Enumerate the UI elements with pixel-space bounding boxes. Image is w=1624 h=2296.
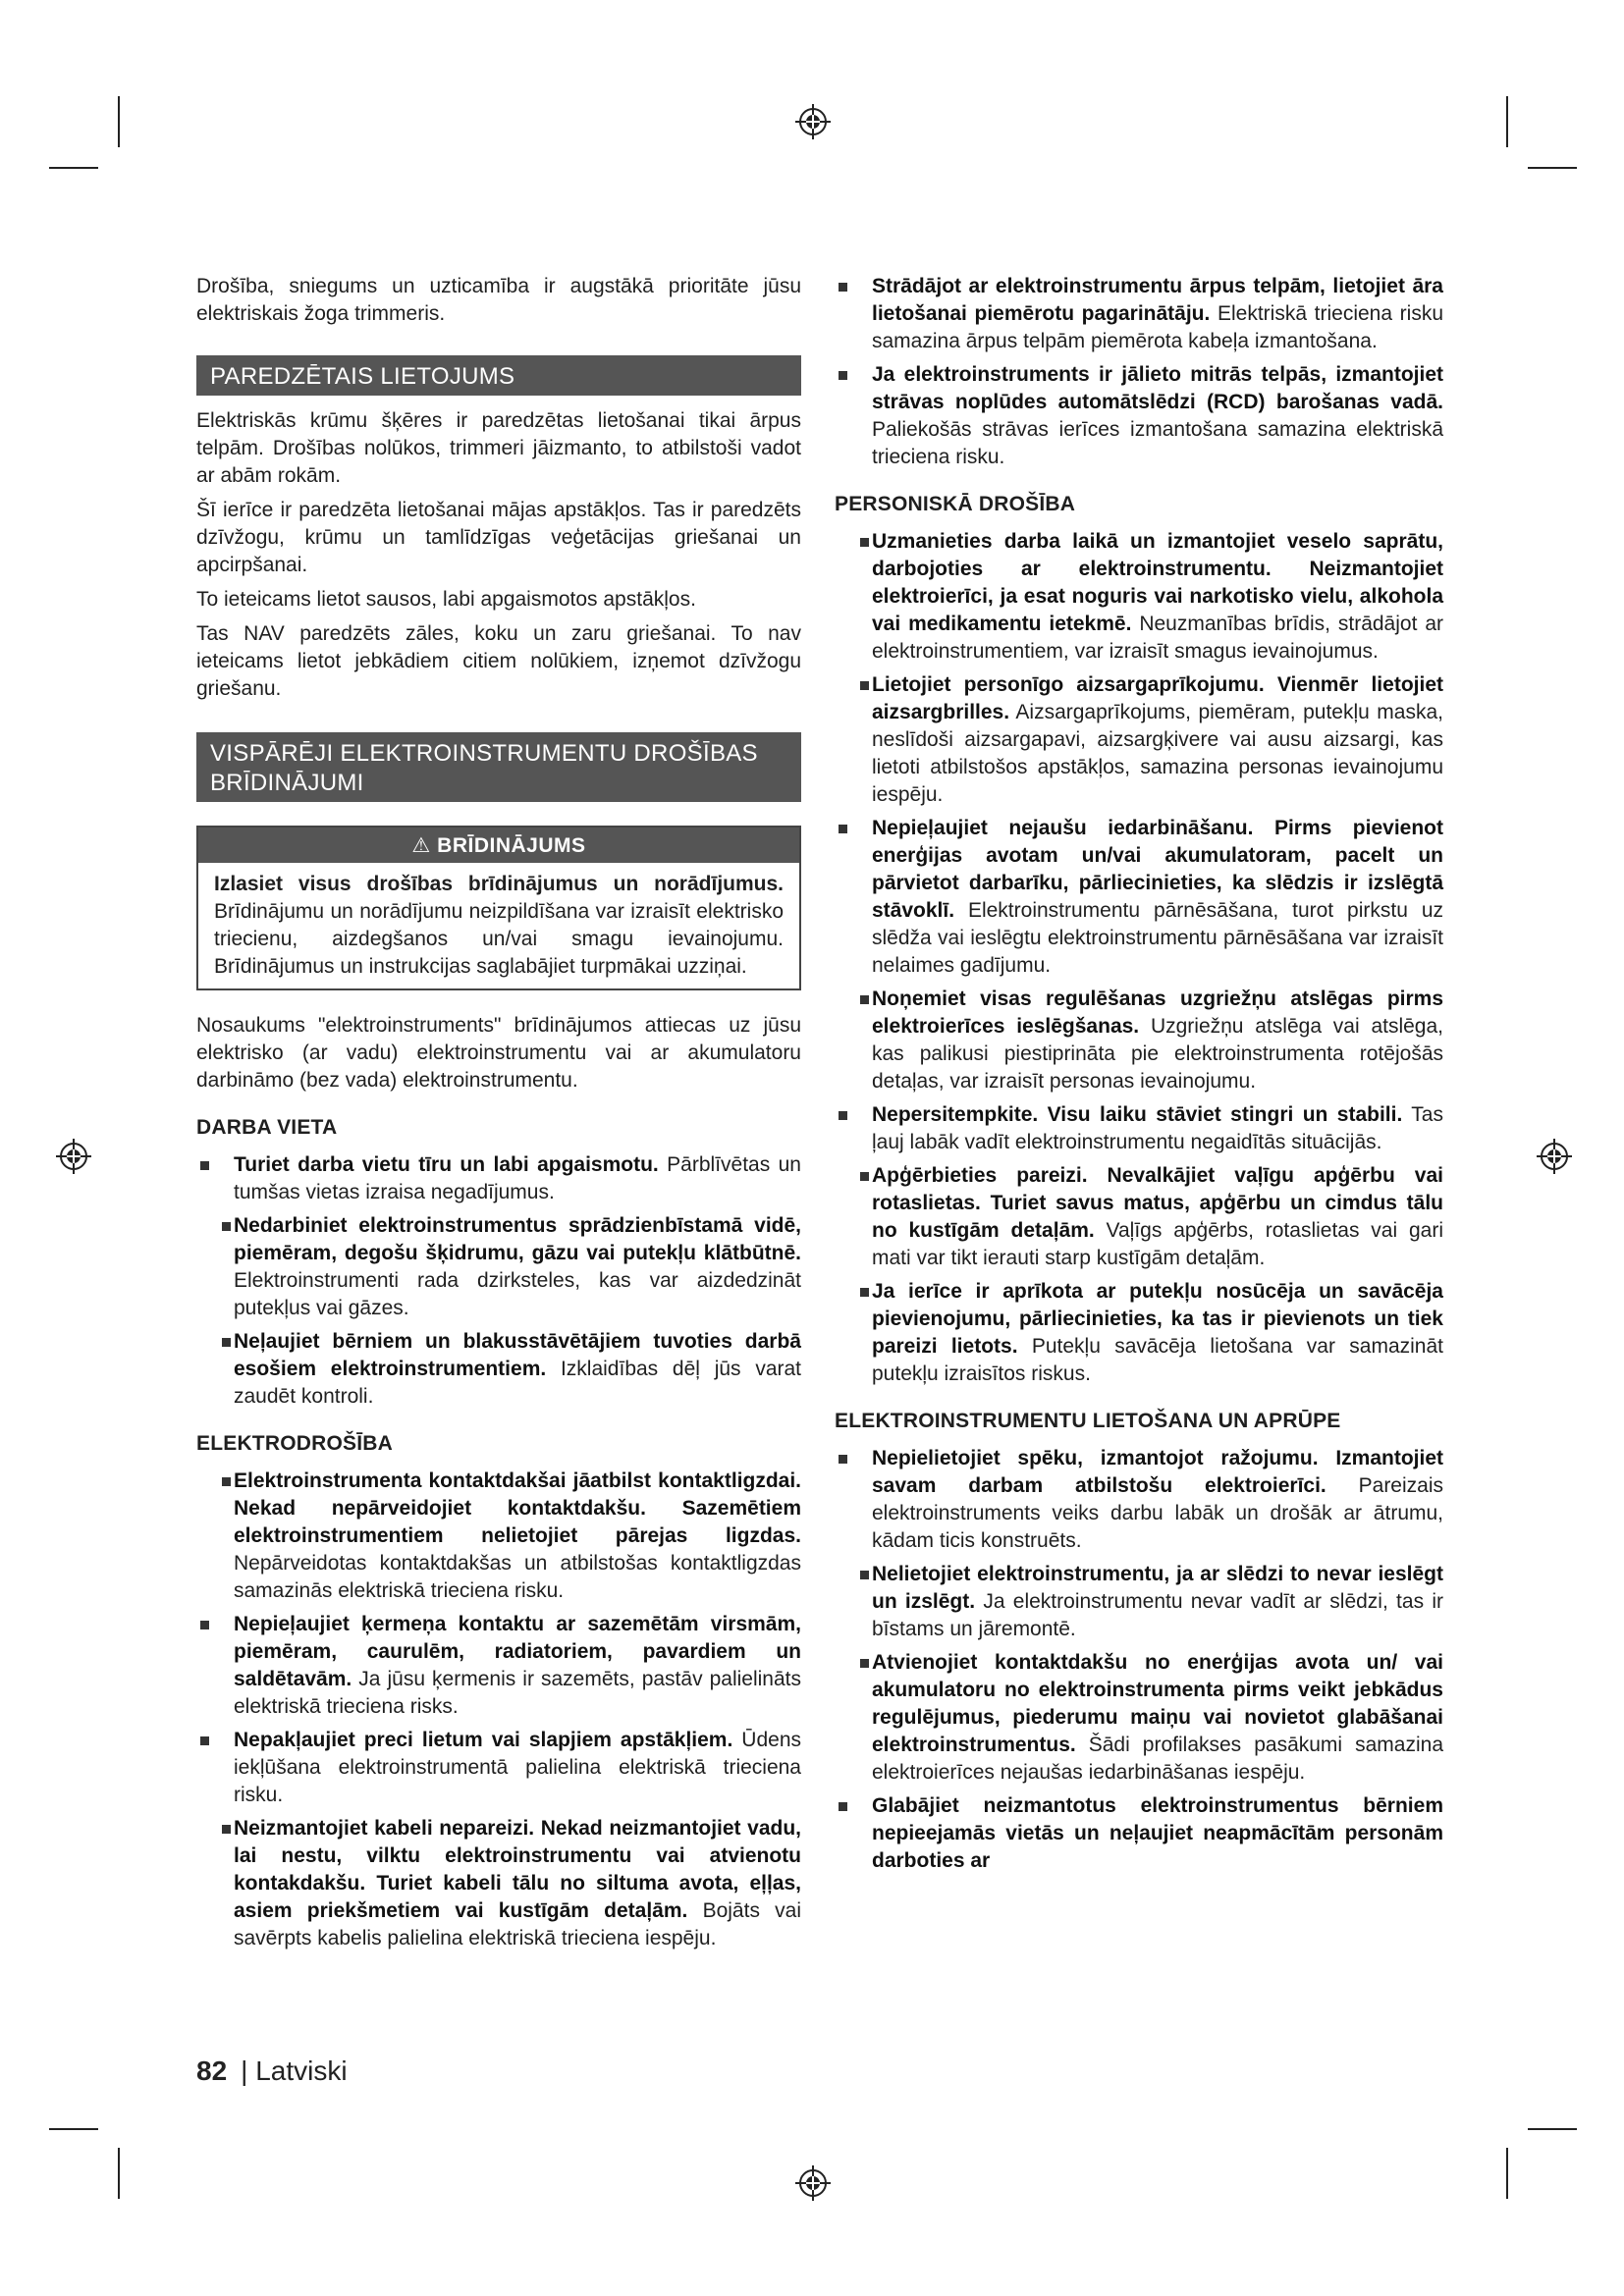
bullet-square-icon (200, 1161, 209, 1170)
list-item-bold: Strādājot ar elektroinstrumentu ārpus telpām, lietojiet āra lietošanai piemērotu pagarinātāju. (872, 275, 1443, 325)
section-heading-intended-use: PAREDZĒTAIS LIETOJUMS (196, 355, 801, 396)
bullet-square-icon (200, 1736, 209, 1745)
list-item-text: Aizsargaprīkojums, piemēram, putekļu maska, neslīdoši aizsargapavi, aizsargķivere vai ausu aizsargi, kas lietoti atbilstošos apstākļos, samazina personas ievainojumu iespēju. (872, 701, 1443, 806)
list-item-bold: Neļaujiet bērniem un blakusstāvētājiem tuvoties darbā esošiem elektroinstrumentiem. (234, 1330, 801, 1380)
bullet-square-icon (860, 1571, 869, 1579)
list-item (835, 1162, 1443, 1272)
list-item-text: Elektriskā trieciena risku samazina ārpus telpām piemērota kabeļa izmantošana. (872, 302, 1444, 352)
list-item-text: Pareizais elektroinstruments veiks darbu labāk un drošāk ar ātrumu, kādam ticis konstruēts. (872, 1474, 1443, 1552)
list-item (196, 1212, 801, 1322)
list-item-text: Ja jūsu ķermenis ir sazemēts, pastāv palielināts elektriskā trieciena risks. (234, 1668, 801, 1718)
bullet-square-icon (839, 283, 847, 292)
list-item-bold: Nepersitempkite. Visu laiku stāviet stingri un stabili. (872, 1103, 1403, 1126)
crop-mark (49, 167, 98, 169)
crop-mark (49, 2128, 98, 2130)
crop-mark (1528, 2128, 1577, 2130)
list-item-bold: Nepieļaujiet ķermeņa kontaktu ar sazemētām virsmām, piemēram, caurulēm, radiatoriem, pavardiem un saldētavām. (234, 1613, 801, 1690)
page-footer (196, 2056, 348, 2087)
list-item-text: Elektroinstrumentu pārnēsāšana, turot pirkstu uz slēdža vai ieslēgtu elektroinstrumentu pārnēsāšana var izraisīt nelaimes gadījumu. (872, 899, 1443, 977)
list-item (835, 361, 1443, 471)
list-item-bold: Ja elektroinstruments ir jālieto mitrās telpās, izmantojiet strāvas noplūdes automātslēdzi (RCD) barošanas vadā. (872, 363, 1443, 413)
subheading-electrical: ELEKTRODROŠĪBA (196, 1432, 393, 1455)
list-item (196, 1727, 801, 1809)
subheading-work-area: DARBA VIETA (196, 1116, 338, 1139)
warning-header (198, 828, 799, 863)
right-column (835, 273, 1443, 1881)
list-item-bold: Neizmantojiet kabeli nepareizi. Nekad neizmantojiet vadu, lai nestu, vilktu elektroinstrumentu vai atvienotu kontakdakšu. Turiet kabeli tālu no siltuma avota, eļļas, asiem priekšmetiem vai kustīgām detaļām. (234, 1817, 801, 1922)
crop-mark (118, 96, 120, 147)
subheading-use-care: ELEKTROINSTRUMENTU LIETOŠANA UN APRŪPE (835, 1410, 1341, 1432)
crop-mark (1506, 2148, 1508, 2199)
personal-safety-list (835, 528, 1443, 1388)
list-item-text: Nepārveidotas kontaktdakšas un atbilstošas kontaktligzdas samazinās elektriskā trieciena risku. (234, 1552, 801, 1602)
list-item (835, 986, 1443, 1095)
registration-mark-icon (1535, 1137, 1574, 1176)
list-item (835, 1792, 1443, 1875)
bullet-square-icon (860, 538, 869, 547)
outdoor-list (835, 273, 1443, 471)
list-item-text: Izklaidības dēļ jūs varat zaudēt kontroli. (234, 1358, 801, 1408)
list-item (196, 1468, 801, 1605)
list-item (196, 1328, 801, 1411)
bullet-square-icon (839, 1111, 847, 1120)
list-item-bold: Nepieļaujiet nejaušu iedarbināšanu. Pirms pievienot enerģijas avotam un/vai akumulatoram, pacelt un pārvietot darbarīku, pārliecinieties, ka slēdzis ir izslēgtā stāvoklī. (872, 817, 1443, 922)
list-item-text: Elektroinstrumenti rada dzirksteles, kas var aizdedzināt putekļus vai gāzes. (234, 1269, 801, 1319)
list-item (835, 1561, 1443, 1643)
list-item (196, 1611, 801, 1721)
list-item-text: Neuzmanības brīdis, strādājot ar elektroinstrumentiem, var izraisīt smagus ievainojumus. (872, 613, 1443, 663)
list-item-text: Vaļīgs apģērbs, rotaslietas vai gari mati var tikt ierauti starp kustīgām detaļām. (872, 1219, 1443, 1269)
registration-mark-icon (793, 2163, 833, 2203)
list-item (835, 671, 1443, 809)
body-paragraph: Tas NAV paredzēts zāles, koku un zaru griešanai. To nav ieteicams lietot jebkādiem citiem nolūkiem, izņemot dzīvžogu griešanu. (196, 622, 801, 700)
list-item (835, 1445, 1443, 1555)
page-number: 82 (196, 2056, 228, 2086)
list-item-bold: Uzmanieties darba laikā un izmantojiet veselo saprātu, darbojoties ar elektroinstrumentu. Neizmantojiet elektroierīci, ja esat noguris vai narkotisko vielu, alkohola vai medikamentu ietekmē. (872, 530, 1443, 635)
list-item-bold: Noņemiet visas regulēšanas uzgriežņu atslēgas pirms elektroierīces ieslēgšanas. (872, 988, 1443, 1038)
intro-paragraph: Drošība, sniegums un uzticamība ir augstākā prioritāte jūsu elektriskais žoga trimmeris. (196, 275, 801, 325)
bullet-square-icon (860, 681, 869, 690)
list-item-bold: Glabājiet neizmantotus elektroinstrumentus bērniem nepieejamās vietās un neļaujiet neapmācītām personām darboties ar (872, 1794, 1443, 1872)
list-item-bold: Nepakļaujiet preci lietum vai slapjiem apstākļiem. (234, 1729, 733, 1751)
list-item-text: Ja elektroinstrumentu nevar vadīt ar slēdzi, tas ir bīstams un jāremontē. (872, 1590, 1443, 1640)
crop-mark (1506, 96, 1508, 147)
crop-mark (118, 2148, 120, 2199)
list-item-bold: Nepielietojiet spēku, izmantojot ražojumu. Izmantojiet savam darbam atbilstošu elektroierīci. (872, 1447, 1443, 1497)
list-item (835, 528, 1443, 666)
warning-body (198, 863, 799, 988)
warning-bold-text: Izlasiet visus drošības brīdinājumus un norādījumus. (214, 873, 784, 895)
registration-mark-icon (793, 102, 833, 141)
list-item-bold: Elektroinstrumenta kontaktdakšai jāatbilst kontaktligzdai. Nekad nepārveidojiet kontaktdakšu. Sazemētiem elektroinstrumentiem nelietojiet pārejas ligzdas. (234, 1469, 801, 1547)
list-item-bold: Nedarbiniet elektroinstrumentus sprādzienbīstamā vidē, piemēram, degošu šķidrumu, gāzu vai putekļu klātbūtnē. (234, 1214, 801, 1264)
subheading-personal-safety: PERSONISKĀ DROŠĪBA (835, 493, 1076, 515)
list-item (196, 1815, 801, 1952)
list-item (835, 1278, 1443, 1388)
work-area-list (196, 1151, 801, 1411)
list-item-text: Ūdens iekļūšana elektroinstrumentā palielina elektriskā trieciena risku. (234, 1729, 802, 1806)
registration-mark-icon (54, 1137, 93, 1176)
list-item (196, 1151, 801, 1206)
section-heading-general-safety: VISPĀRĒJI ELEKTROINSTRUMENTU DROŠĪBAS BRĪDINĀJUMI (196, 732, 801, 802)
list-item (835, 1649, 1443, 1787)
list-item-bold: Turiet darba vietu tīru un labi apgaismotu. (234, 1153, 659, 1176)
bullet-square-icon (222, 1222, 231, 1231)
body-paragraph: Elektriskās krūmu šķēres ir paredzētas lietošanai tikai ārpus telpām. Drošības nolūkos, trimmeri jāizmanto, to atbilstoši vadot ar abām rokām. (196, 409, 801, 487)
list-item-text: Tas ļauj labāk vadīt elektroinstrumentu negaidītās situācijās. (872, 1103, 1443, 1153)
warning-text: Brīdinājumu un norādījumu neizpildīšana var izraisīt elektrisko triecienu, aizdegšanos un/vai smagu ievainojumu. Brīdinājumus un instrukcijas saglabājiet turpmākai uzziņai. (214, 900, 784, 978)
list-item (835, 815, 1443, 980)
bullet-square-icon (222, 1338, 231, 1347)
crop-mark (1528, 167, 1577, 169)
bullet-square-icon (222, 1477, 231, 1486)
bullet-square-icon (222, 1825, 231, 1834)
bullet-square-icon (860, 995, 869, 1004)
bullet-square-icon (860, 1288, 869, 1297)
bullet-square-icon (839, 1455, 847, 1464)
left-column (196, 273, 801, 1958)
term-note-paragraph: Nosaukums "elektroinstruments" brīdinājumos attiecas uz jūsu elektrisko (ar vadu) elektroinstrumentu vai ar akumulatoru darbināmo (bez vada) elektroinstrumentu. (196, 1014, 801, 1092)
bullet-square-icon (839, 825, 847, 833)
bullet-square-icon (860, 1172, 869, 1181)
bullet-square-icon (200, 1621, 209, 1629)
body-paragraph: To ieteicams lietot sausos, labi apgaismotos apstākļos. (196, 588, 696, 611)
warning-title: BRĪDINĀJUMS (437, 834, 586, 857)
list-item-text: Paliekošās strāvas ierīces izmantošana samazina elektriskā trieciena risku. (872, 418, 1443, 468)
body-paragraph: Šī ierīce ir paredzēta lietošanai mājas apstākļos. Tas ir paredzēts dzīvžogu, krūmu un tamlīdzīgas veģetācijas griešanai un apcirpšanai. (196, 499, 801, 576)
electrical-list (196, 1468, 801, 1952)
list-item (835, 1101, 1443, 1156)
warning-box (196, 826, 801, 990)
list-item-bold: Lietojiet personīgo aizsargaprīkojumu. Vienmēr lietojiet aizsargbrilles. (872, 673, 1443, 723)
list-item (835, 273, 1443, 355)
bullet-square-icon (860, 1659, 869, 1668)
list-item-bold: Apģērbieties pareizi. Nevalkājiet vaļīgu apģērbu vai rotaslietas. Turiet savus matus, apģērbu un cimdus tālu no kustīgām detaļām. (872, 1164, 1443, 1242)
list-item-text: Pārblīvētas un tumšas vietas izraisa negadījumus. (234, 1153, 801, 1203)
bullet-square-icon (839, 1802, 847, 1811)
list-item-text: Putekļu savācēja lietošana var samazināt putekļu izraisītos riskus. (872, 1335, 1443, 1385)
list-item-text: Uzgriežņu atslēga vai atslēga, kas palikusi piestiprināta pie elektroinstrumenta rotējošās detaļas, var izraisīt personas ievainojumu. (872, 1015, 1443, 1093)
list-item-text: Šādi profilakses pasākumi samazina elektroierīces nejaušas iedarbināšanas iespēju. (872, 1734, 1443, 1784)
footer-language: | Latviski (241, 2056, 348, 2086)
list-item-bold: Ja ierīce ir aprīkota ar putekļu nosūcēja un savācēja pievienojumu, pārliecinieties, ka tas ir pievienots un tiek pareizi lietots. (872, 1280, 1443, 1358)
warning-triangle-icon: ⚠︎ (411, 834, 438, 857)
list-item-text: Bojāts vai savērpts kabelis palielina elektriskā trieciena iespēju. (234, 1899, 801, 1949)
list-item-bold: Nelietojiet elektroinstrumentu, ja ar slēdzi to nevar ieslēgt un izslēgt. (872, 1563, 1443, 1613)
bullet-square-icon (839, 371, 847, 380)
use-care-list (835, 1445, 1443, 1875)
list-item-bold: Atvienojiet kontaktdakšu no enerģijas avota un/ vai akumulatoru no elektroinstrumenta pirms veikt jebkādus regulējumus, piederumu maiņu vai novietot glabāšanai elektroinstrumentus. (872, 1651, 1443, 1756)
